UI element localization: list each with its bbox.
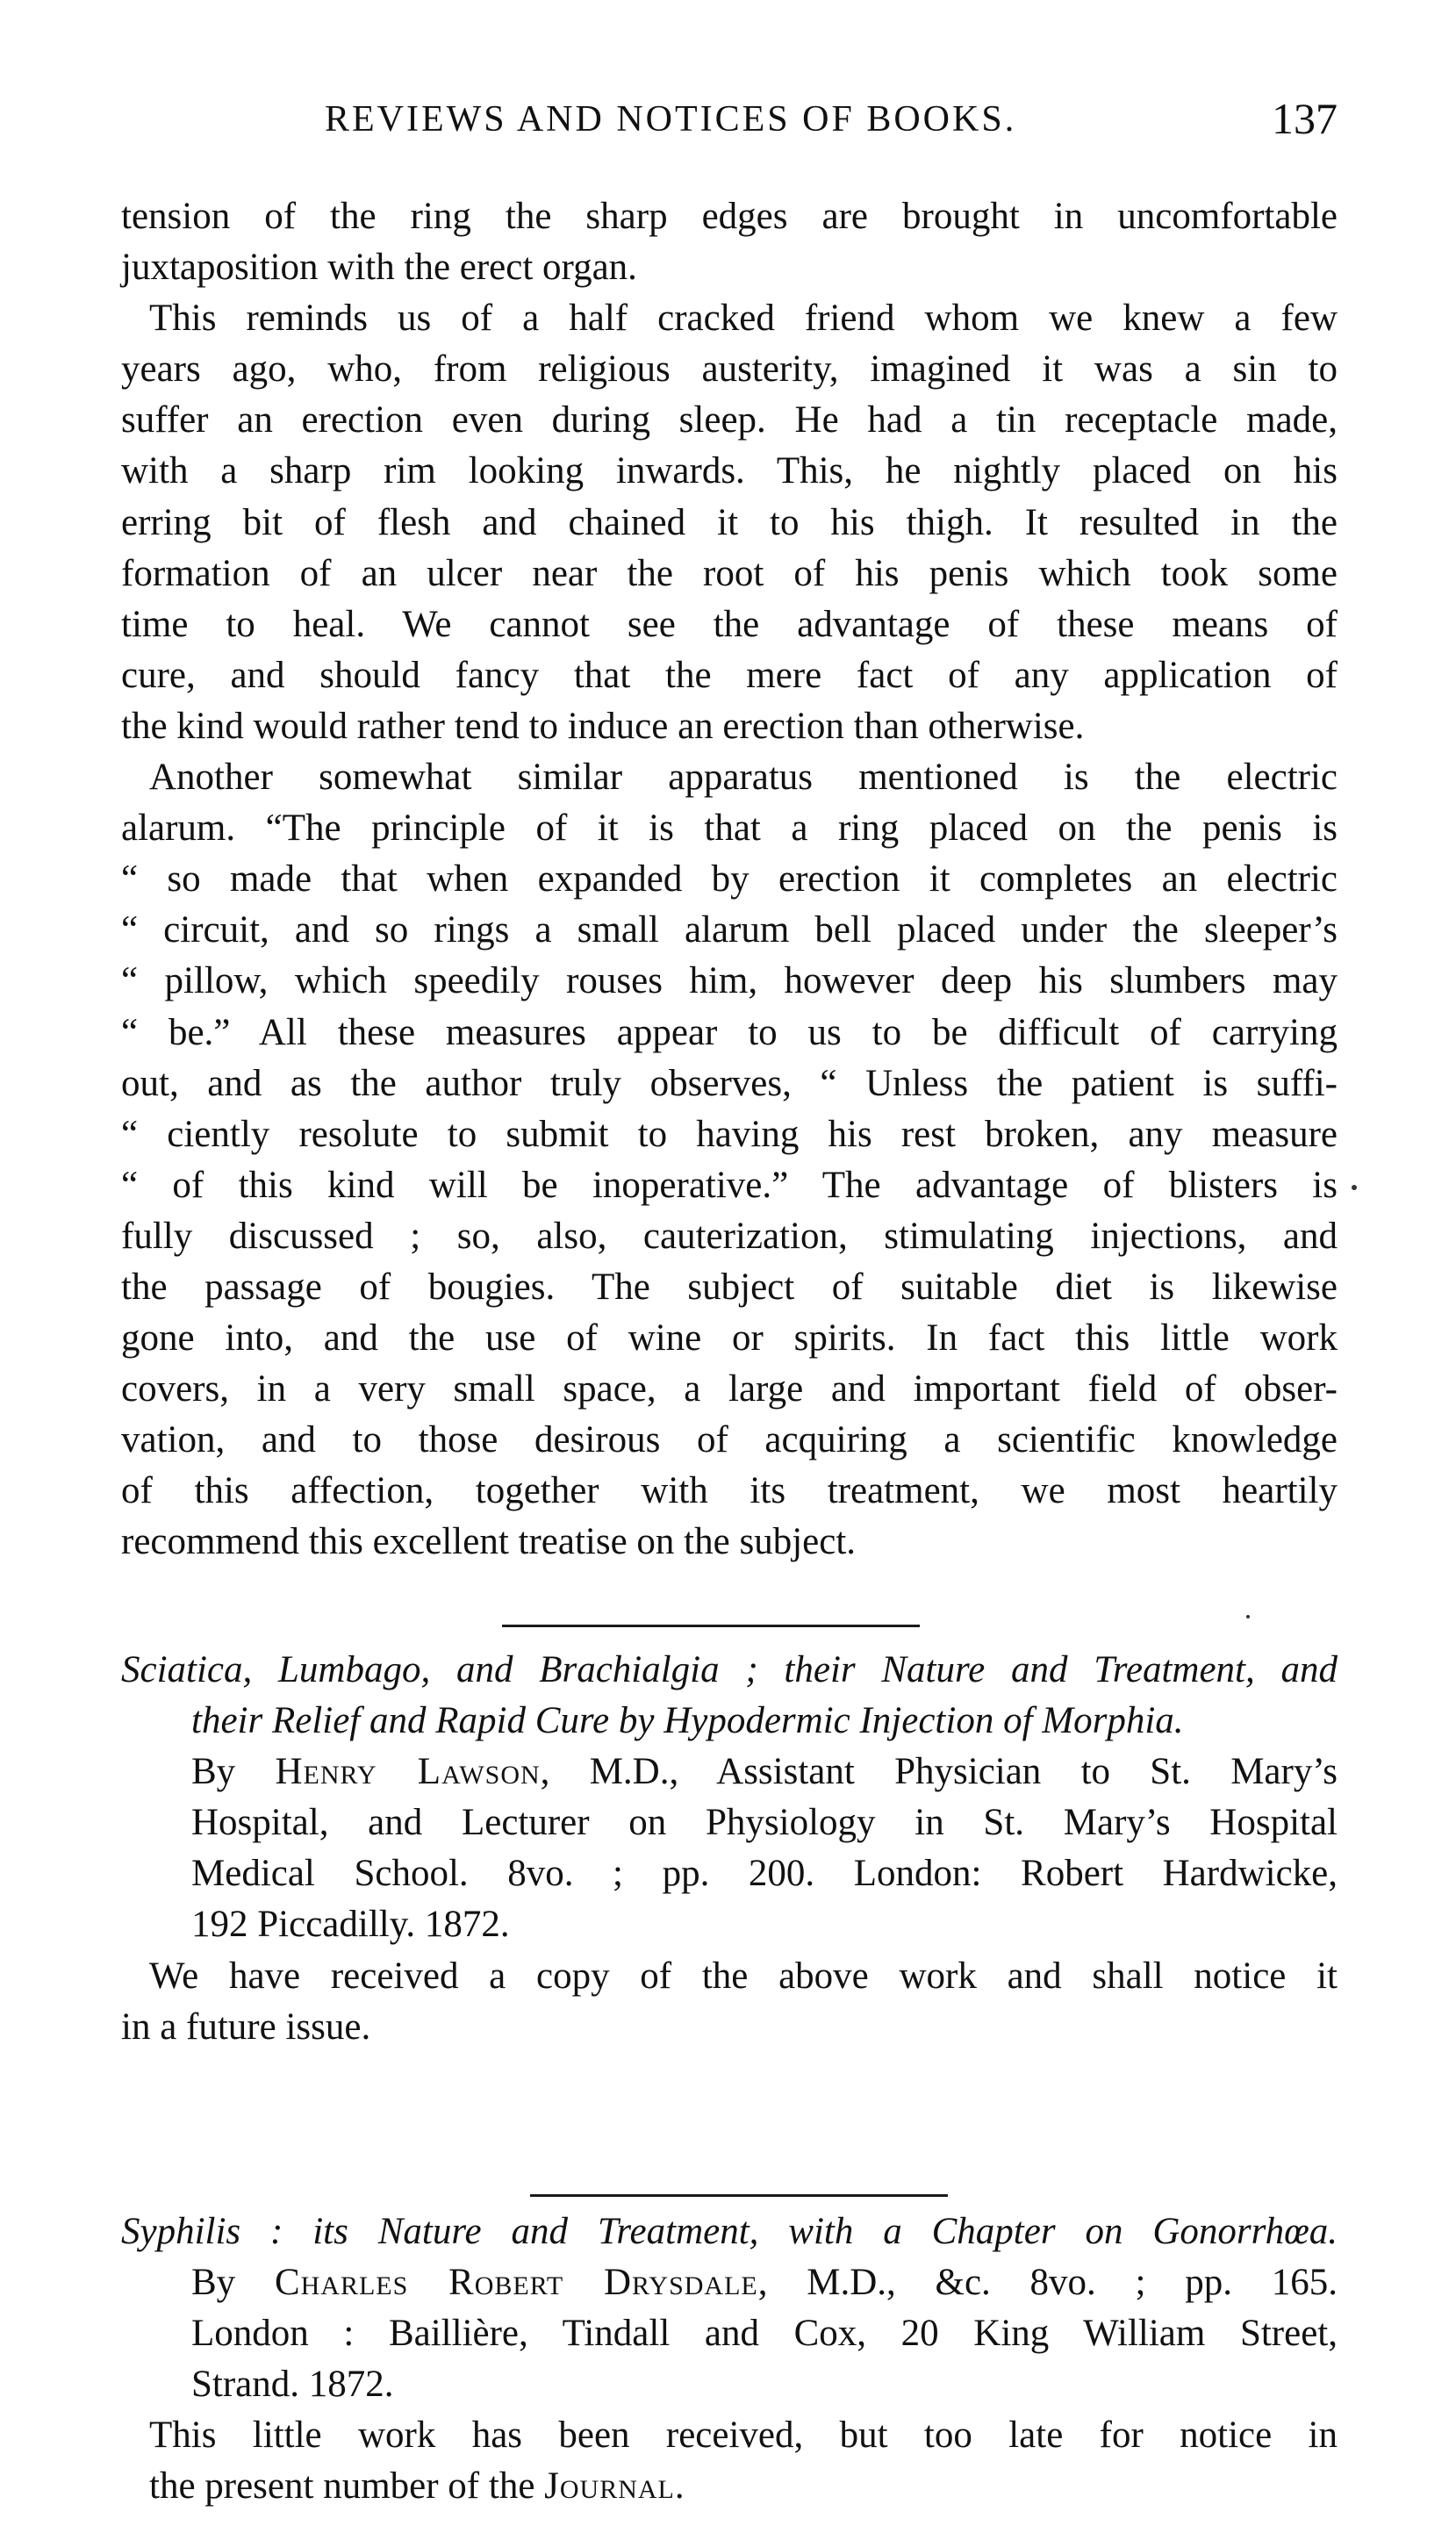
review-line: suffer an erection even during sleep. He had a tin receptacle made, <box>121 399 1338 441</box>
review-body <box>121 191 1338 1568</box>
review-line: out, and as the author truly observes, “ Unless the patient is suffi- <box>121 1062 1338 1104</box>
book-imprint-line: London : Baillière, Tindall and Cox, 20 King William Street, <box>191 2313 1338 2355</box>
author-credentials: , M.D., &c. 8vo. ; pp. 165. <box>757 2262 1338 2304</box>
notice-text: the present number of the <box>149 2465 535 2508</box>
book-title-line: Sciatica, Lumbago, and Brachialgia ; their Nature and Treatment, and <box>121 1649 1338 1690</box>
book-author-line <box>121 1747 1338 1797</box>
author-name: Charles Robert Drysdale <box>274 2262 758 2304</box>
review-line: tension of the ring the sharp edges are brought in uncomfortable <box>121 196 1338 237</box>
journal-name: Journal <box>544 2465 675 2508</box>
review-line: the kind would rather tend to induce an erection than otherwise. <box>121 705 1085 747</box>
review-line: “ circuit, and so rings a small alarum bell placed under the sleeper’s <box>121 909 1338 951</box>
review-line: cure, and should fancy that the mere fact of any application of <box>121 654 1338 696</box>
notice-text-end: . <box>674 2465 685 2508</box>
by-label: By <box>191 2262 236 2304</box>
review-line: “ ciently resolute to submit to having his rest broken, any measure <box>121 1113 1338 1155</box>
review-line: with a sharp rim looking inwards. This, he nightly placed on his <box>121 450 1338 492</box>
book-affiliation-line: Medical School. 8vo. ; pp. 200. London: Robert Hardwicke, <box>191 1853 1338 1895</box>
review-line: the passage of bougies. The subject of suitable diet is likewise <box>121 1266 1338 1308</box>
page-number: 137 <box>1272 94 1338 143</box>
review-line: erring bit of flesh and chained it to his thigh. It resulted in the <box>121 501 1338 543</box>
ink-speck <box>1246 1615 1250 1618</box>
review-line: fully discussed ; so, also, cauterization, stimulating injections, and <box>121 1215 1338 1257</box>
by-label: By <box>191 1751 236 1793</box>
review-line: of this affection, together with its treatment, we most heartily <box>121 1470 1338 1512</box>
book-imprint-line: 192 Piccadilly. 1872. <box>191 1904 510 1946</box>
review-line: formation of an ulcer near the root of his penis which took some <box>121 552 1338 594</box>
book-imprint-line: Strand. 1872. <box>191 2364 394 2406</box>
review-line: vation, and to those desirous of acquiring a scientific knowledge <box>121 1419 1338 1461</box>
notice-syphilis <box>121 2207 1338 2513</box>
book-affiliation-line: Hospital, and Lecturer on Physiology in St. Mary’s Hospital <box>191 1802 1338 1844</box>
review-line: “ so made that when expanded by erection it completes an electric <box>121 858 1338 901</box>
review-line: covers, in a very small space, a large and important field of obser- <box>121 1368 1338 1410</box>
review-line: “ be.” All these measures appear to us to be difficult of carrying <box>121 1011 1338 1053</box>
author-credentials: , M.D., Assistant Physician to St. Mary’s <box>540 1751 1338 1793</box>
review-line: recommend this excellent treatise on the subject. <box>121 1521 857 1563</box>
review-line: alarum. “The principle of it is that a ring placed on the penis is <box>121 807 1338 850</box>
book-author-line <box>121 2257 1338 2308</box>
notice-text-line <box>121 2461 1338 2512</box>
notice-text-line: This little work has been received, but too late for notice in <box>149 2415 1338 2457</box>
running-head <box>121 94 1338 147</box>
review-line: Another somewhat similar apparatus mentioned is the electric <box>149 757 1338 799</box>
notice-text-line: in a future issue. <box>121 2006 371 2048</box>
notice-text-line: We have received a copy of the above work and shall notice it <box>149 1955 1338 1997</box>
review-line: “ pillow, which speedily rouses him, however deep his slumbers may <box>121 960 1338 1002</box>
review-line: juxtaposition with the erect organ. <box>121 247 637 289</box>
review-line: “ of this kind will be inoperative.” The advantage of blisters is <box>121 1164 1338 1206</box>
review-line: This reminds us of a half cracked friend whom we knew a few <box>149 298 1338 340</box>
review-line: years ago, who, from religious austerity, imagined it was a sin to <box>121 348 1338 391</box>
review-line: gone into, and the use of wine or spirits. In fact this little work <box>121 1317 1338 1360</box>
book-title-line: their Relief and Rapid Cure by Hypodermic Injection of Morphia. <box>191 1700 1184 1742</box>
review-line: time to heal. We cannot see the advantage of these means of <box>121 603 1338 645</box>
book-title-line: Syphilis : its Nature and Treatment, with a Chapter on Gonorrhœa. <box>121 2211 1338 2252</box>
section-divider <box>530 2194 948 2197</box>
notice-sciatica <box>121 1645 1338 2053</box>
author-name: Henry Lawson <box>275 1751 541 1793</box>
running-title: REVIEWS AND NOTICES OF BOOKS. <box>325 99 1017 140</box>
section-divider <box>502 1625 920 1627</box>
ink-speck <box>1352 1185 1357 1190</box>
